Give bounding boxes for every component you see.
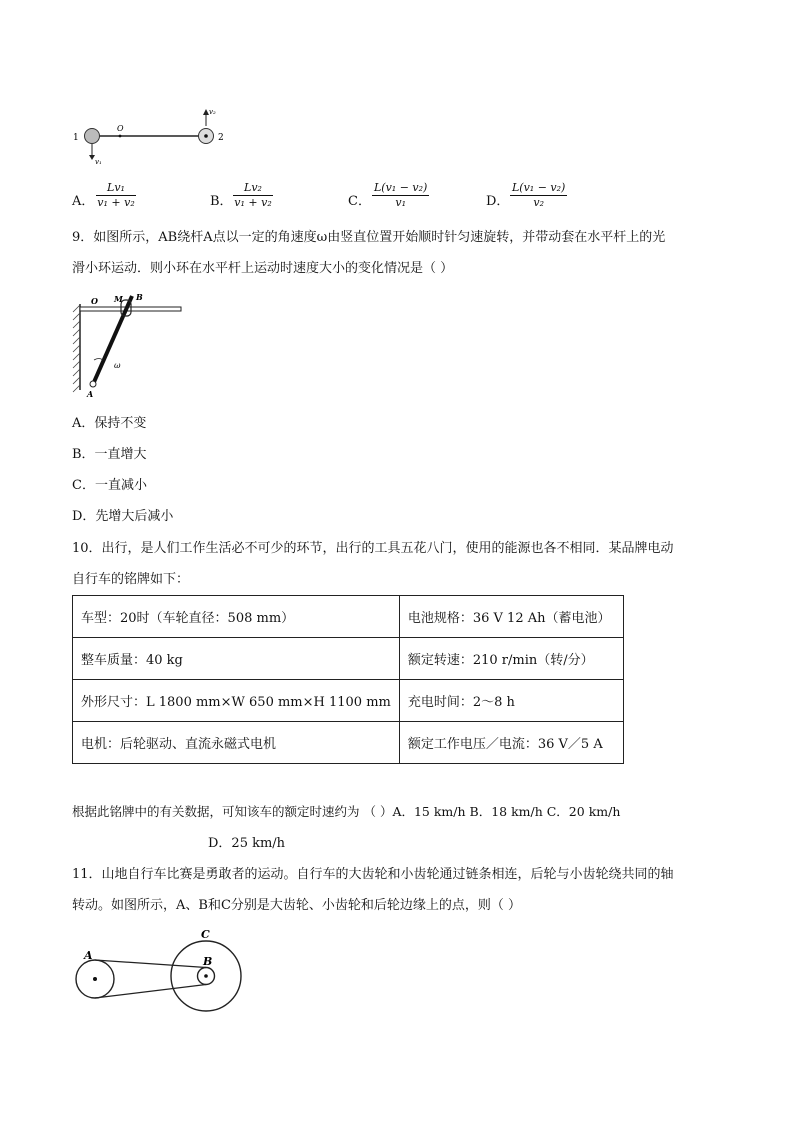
label-a: A <box>84 949 93 962</box>
q8-option-c-numerator: L(v₁ − v₂) <box>374 181 428 194</box>
q8-option-d-label: D． <box>486 194 510 209</box>
label-c: C <box>201 928 210 941</box>
bicycle-gear-figure <box>70 924 250 1016</box>
q8-option-b-numerator: Lv₂ <box>233 181 273 196</box>
table-cell: 电池规格：36 V 12 Ah（蓄电池） <box>399 596 623 638</box>
table-cell: 充电时间：2～8 h <box>399 680 623 722</box>
q8-option-c-label: C． <box>348 194 371 209</box>
table-row <box>73 722 624 764</box>
q8-option-d-fraction <box>510 181 567 210</box>
rotating-rod-figure <box>68 104 238 166</box>
pivot-o <box>119 135 122 138</box>
label-v2: v₂ <box>209 108 216 116</box>
q8-option-a-label: A． <box>72 194 95 209</box>
table-cell: 额定转速：210 r/min（转/分） <box>399 638 623 680</box>
q10-option-d: D．25 km/h <box>208 836 286 851</box>
q10-stem-line-2: 自行车的铭牌如下： <box>72 572 190 587</box>
q8-option-a-denominator: v₁ + v₂ <box>97 196 135 209</box>
label-b: B <box>203 955 213 968</box>
q8-option-a-fraction <box>96 181 136 210</box>
q9-option-c: C．一直减小 <box>72 478 147 493</box>
q9-option-d: D．先增大后减小 <box>72 509 174 524</box>
label-2: 2 <box>218 133 224 143</box>
label-o: O <box>117 124 124 133</box>
q10-question: 根据此铭牌中的有关数据，可知该车的额定时速约为 （ ）A．15 km/h B．18 km/h C．20 km/h <box>72 804 621 819</box>
label-1: 1 <box>73 133 79 143</box>
label-b: B <box>136 292 143 302</box>
table-cell: 电机：后轮驱动、直流永磁式电机 <box>73 722 400 764</box>
q9-option-a: A．保持不变 <box>72 416 147 431</box>
label-m: M <box>114 294 123 304</box>
table-row <box>73 680 624 722</box>
rotating-rod-ring-figure <box>70 290 188 400</box>
q9-stem-line-1: 9．如图所示，AB绕杆A点以一定的角速度ω由竖直位置开始顺时针匀速旋转，并带动套在水平杆上的光 <box>72 230 666 245</box>
label-o: O <box>91 296 98 306</box>
q10-stem-line-1: 10．出行，是人们工作生活必不可少的环节，出行的工具五花八门，使用的能源也各不相同．某品牌电动 <box>72 541 674 556</box>
table-cell: 整车质量：40 kg <box>73 638 400 680</box>
q8-option-d-denominator: v₂ <box>533 196 544 209</box>
label-a: A <box>87 389 94 399</box>
table-row <box>73 638 624 680</box>
table-cell: 外形尺寸：L 1800 mm×W 650 mm×H 1100 mm <box>73 680 400 722</box>
table-cell: 额定工作电压／电流：36 V／5 A <box>399 722 623 764</box>
q8-option-b-fraction <box>233 181 273 210</box>
nameplate-table <box>72 595 624 764</box>
q9-option-b: B．一直增大 <box>72 447 147 462</box>
q11-stem-line-1: 11．山地自行车比赛是勇敢者的运动。自行车的大齿轮和小齿轮通过链条相连，后轮与小齿轮绕共同的轴 <box>72 867 674 882</box>
q8-option-c-fraction <box>372 181 429 210</box>
ball-1 <box>85 129 100 144</box>
q8-option-b-denominator: v₁ + v₂ <box>234 196 272 209</box>
pivot-a <box>90 381 96 387</box>
q9-stem-line-2: 滑小环运动．则小环在水平杆上运动时速度大小的变化情况是（ ） <box>72 261 454 276</box>
chain-top <box>95 960 206 968</box>
q8-option-b-label: B． <box>210 194 233 209</box>
table-cell: 车型：20时（车轮直径：508 mm） <box>73 596 400 638</box>
q11-stem-line-2: 转动。如图所示，A、B和C分别是大齿轮、小齿轮和后轮边缘上的点，则（ ） <box>72 898 522 913</box>
label-v1: v₁ <box>95 158 102 166</box>
label-omega: ω <box>114 361 121 370</box>
q8-option-c-denominator: v₁ <box>395 196 406 209</box>
q8-option-d-numerator: L(v₁ − v₂) <box>512 181 566 194</box>
q8-option-a-numerator: Lv₁ <box>96 181 136 196</box>
table-row <box>73 596 624 638</box>
